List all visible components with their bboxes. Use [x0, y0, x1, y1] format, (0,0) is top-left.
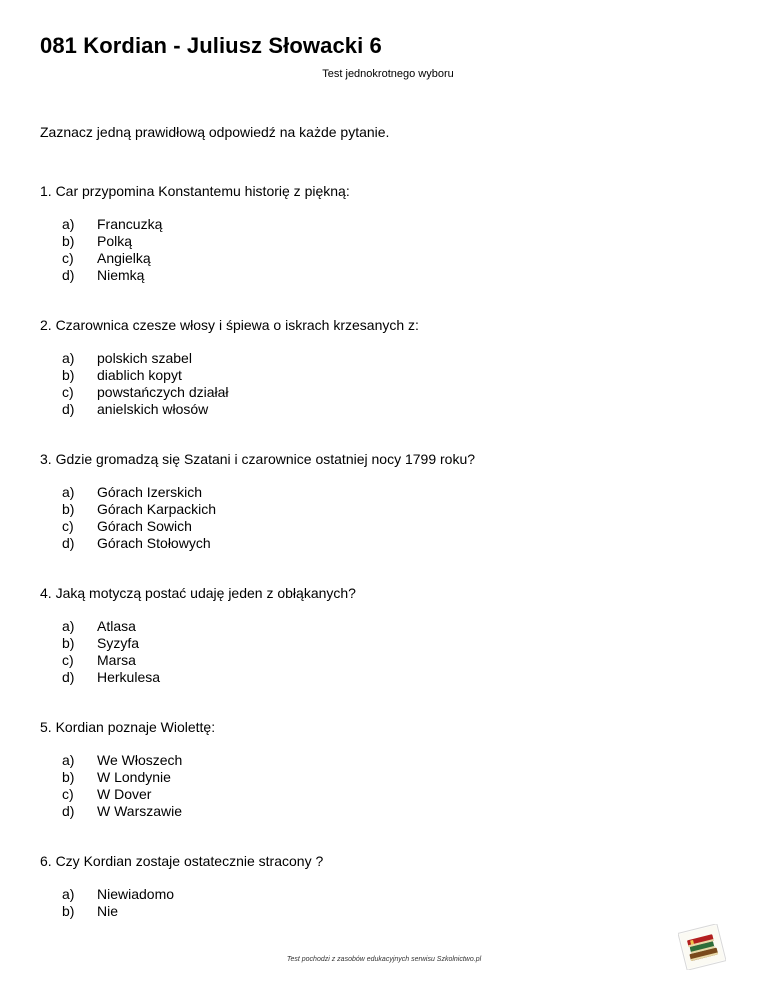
question-2 — [40, 316, 740, 418]
answer-option[interactable] — [62, 886, 740, 903]
answer-text: polskich szabel — [97, 350, 192, 366]
answer-letter: d) — [62, 267, 75, 283]
question-1 — [40, 182, 740, 284]
answer-text: We Włoszech — [97, 752, 183, 768]
answer-letter: b) — [62, 501, 75, 517]
answer-text: powstańczych działał — [97, 384, 229, 400]
answer-option[interactable] — [62, 216, 740, 233]
page-title: 081 Kordian - Juliusz Słowacki 6 — [40, 33, 382, 58]
answer-text: Polką — [97, 233, 133, 249]
question-text: 2. Czarownica czesze włosy i śpiewa o iskrach krzesanych z: — [40, 317, 419, 333]
answer-option[interactable] — [62, 803, 740, 820]
answer-text: Francuzką — [97, 216, 163, 232]
answer-text: Górach Stołowych — [97, 535, 211, 551]
answer-option[interactable] — [62, 367, 740, 384]
answer-letter: c) — [62, 786, 74, 802]
answer-list — [62, 886, 740, 920]
instruction-text: Zaznacz jedną prawidłową odpowiedź na każde pytanie. — [40, 124, 390, 140]
answer-letter: b) — [62, 367, 75, 383]
question-3 — [40, 450, 740, 552]
answer-text: W Warszawie — [97, 803, 183, 819]
answer-letter: c) — [62, 384, 74, 400]
answer-text: Atlasa — [97, 618, 136, 634]
answer-option[interactable] — [62, 618, 740, 635]
answer-option[interactable] — [62, 769, 740, 786]
answer-option[interactable] — [62, 267, 740, 284]
answer-option[interactable] — [62, 401, 740, 418]
question-text: 1. Car przypomina Konstantemu historię z piękną: — [40, 183, 350, 199]
answer-letter: a) — [62, 618, 75, 634]
answer-letter: c) — [62, 652, 74, 668]
question-text: 3. Gdzie gromadzą się Szatani i czarownice ostatniej nocy 1799 roku? — [40, 451, 476, 467]
answer-letter: a) — [62, 484, 75, 500]
answer-option[interactable] — [62, 786, 740, 803]
answer-text: Niewiadomo — [97, 886, 175, 902]
answer-text: Angielką — [97, 250, 151, 266]
answer-list — [62, 484, 740, 552]
answer-letter: b) — [62, 769, 75, 785]
answer-letter: a) — [62, 886, 75, 902]
answer-list — [62, 618, 740, 686]
answer-text: W Dover — [97, 786, 152, 802]
answer-option[interactable] — [62, 233, 740, 250]
answer-list — [62, 216, 740, 284]
question-6 — [40, 852, 740, 920]
answer-letter: d) — [62, 803, 75, 819]
answer-letter: d) — [62, 669, 75, 685]
answer-text: anielskich włosów — [97, 401, 209, 417]
answer-text: Górach Izerskich — [97, 484, 203, 500]
answer-option[interactable] — [62, 652, 740, 669]
answer-text: diablich kopyt — [97, 367, 182, 383]
question-text: 4. Jaką motyczą postać udaję jeden z obłąkanych? — [40, 585, 356, 601]
answer-letter: a) — [62, 752, 75, 768]
answer-option[interactable] — [62, 350, 740, 367]
answer-option[interactable] — [62, 501, 740, 518]
answer-letter: c) — [62, 518, 74, 534]
answer-text: Niemką — [97, 267, 145, 283]
answer-letter: b) — [62, 635, 75, 651]
answer-option[interactable] — [62, 635, 740, 652]
footer-note: Test pochodzi z zasobów edukacyjnych serwisu Szkolnictwo.pl — [286, 956, 482, 963]
answer-option[interactable] — [62, 535, 740, 552]
answer-text: Górach Karpackich — [97, 501, 217, 517]
answer-option[interactable] — [62, 903, 740, 920]
answer-text: Nie — [97, 903, 119, 919]
answer-option[interactable] — [62, 484, 740, 501]
answer-option[interactable] — [62, 250, 740, 267]
answer-list — [62, 752, 740, 820]
answer-letter: a) — [62, 350, 75, 366]
question-4 — [40, 584, 740, 686]
answer-option[interactable] — [62, 518, 740, 535]
answer-text: Górach Sowich — [97, 518, 192, 534]
answer-letter: d) — [62, 535, 75, 551]
answer-option[interactable] — [62, 752, 740, 769]
answer-text: W Londynie — [97, 769, 171, 785]
answer-letter: a) — [62, 216, 75, 232]
question-text: 5. Kordian poznaje Wiolettę: — [40, 719, 216, 735]
question-text: 6. Czy Kordian zostaje ostatecznie stracony ? — [40, 853, 324, 869]
subtitle-text: Test jednokrotnego wyboru — [322, 68, 454, 80]
answer-text: Marsa — [97, 652, 136, 668]
question-5 — [40, 718, 740, 820]
answer-text: Herkulesa — [97, 669, 161, 685]
answer-list — [62, 350, 740, 418]
answer-option[interactable] — [62, 669, 740, 686]
page-subtitle — [0, 68, 768, 80]
answer-text: Syzyfa — [97, 635, 140, 651]
answer-letter: c) — [62, 250, 74, 266]
answer-letter: d) — [62, 401, 75, 417]
answer-option[interactable] — [62, 384, 740, 401]
answer-letter: b) — [62, 903, 75, 919]
books-stack-icon — [678, 924, 726, 970]
answer-letter: b) — [62, 233, 75, 249]
